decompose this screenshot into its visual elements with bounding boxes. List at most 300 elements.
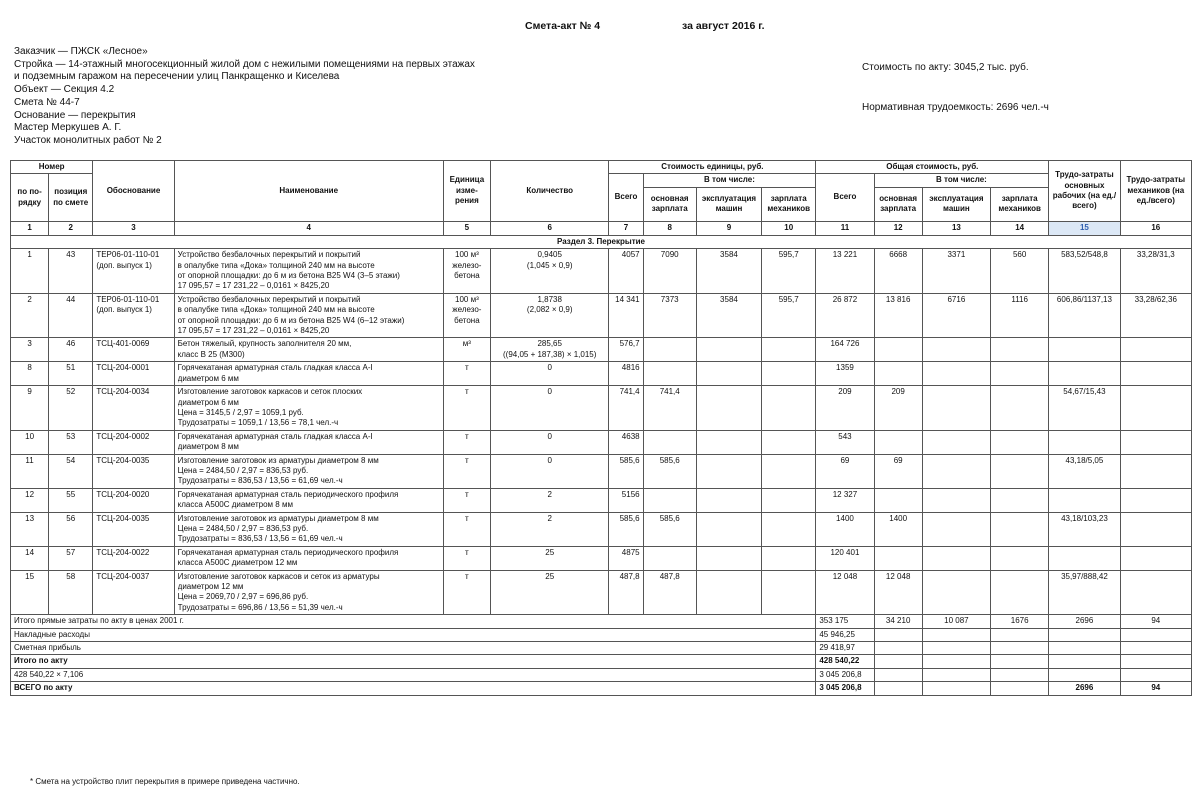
row-value-c8: 585,6 [643,454,696,488]
row-quantity [490,249,608,294]
row-value-c10 [762,546,816,570]
row-name [174,546,443,570]
col-header-total-salary: основная зарплата [874,187,922,221]
row-quantity [490,454,608,488]
row-value-c16 [1120,454,1191,488]
row-name-line: класса А500С диаметром 12 мм [177,558,298,568]
master-line: Мастер Меркушев А. Г. [14,122,122,134]
column-number: 5 [443,221,490,235]
row-value-c8: 7090 [643,249,696,294]
totals-value-c12 [874,642,922,655]
row-position: 53 [49,430,93,454]
row-basis-line: ТСЦ-204-0022 [96,547,150,557]
row-value-c9 [696,488,761,512]
row-quantity [490,338,608,362]
row-unit-line: бетона [454,315,480,325]
row-basis [93,249,174,294]
row-name-line: диаметром 6 мм [177,397,239,407]
totals-value-c14 [991,668,1049,681]
row-quantity-line: 2 [547,489,552,499]
col-header-total-mech-salary: зарплата механиков [991,187,1049,221]
row-quantity [490,570,608,615]
totals-row [11,655,1192,668]
row-quantity-line: 25 [545,547,555,557]
table-row [11,249,1192,294]
row-basis [93,546,174,570]
row-name-line: 17 095,57 = 17 231,22 – 0,0161 × 8425,20 [177,281,330,291]
column-number-row [11,221,1192,235]
row-value-c11: 12 048 [816,570,874,615]
col-header-unit-mech-salary: зарплата механиков [762,187,816,221]
totals-value-c15 [1049,628,1120,641]
row-value-c13 [922,362,990,386]
row-value-c9 [696,362,761,386]
row-basis [93,488,174,512]
column-number: 13 [922,221,990,235]
totals-value-c16: 94 [1120,615,1191,628]
row-value-c12 [874,338,922,362]
row-value-c11: 13 221 [816,249,874,294]
row-name [174,430,443,454]
row-basis-line: ТСЦ-204-0001 [96,363,150,373]
col-header-unit-including: В том числе: [643,174,816,187]
row-number: 13 [11,512,49,546]
table-row [11,293,1192,338]
row-quantity-line: 0 [547,431,552,441]
totals-value-c16 [1120,668,1191,681]
row-value-c8: 585,6 [643,512,696,546]
row-value-c15: 583,52/548,8 [1049,249,1120,294]
totals-value-c14 [991,628,1049,641]
row-quantity-line: 2 [547,513,552,523]
row-unit [443,386,490,431]
row-value-c15: 606,86/1137,13 [1049,293,1120,338]
row-unit [443,249,490,294]
row-value-c11: 1400 [816,512,874,546]
col-header-total-all: Всего [816,174,874,221]
table-row [11,362,1192,386]
column-number: 9 [696,221,761,235]
row-name-line: Цена = 2484,50 / 2,97 = 836,53 руб. [177,523,309,533]
row-basis-line: (доп. выпуск 1) [96,305,152,315]
col-header-total-cost: Общая стоимость, руб. [816,161,1049,174]
row-value-c15 [1049,338,1120,362]
row-quantity-line: 0 [547,387,552,397]
row-basis-line: ТСЦ-401-0069 [96,339,150,349]
row-name-line: Трудозатраты = 1059,1 / 13,56 = 78,1 чел.-ч [177,418,339,428]
row-value-c12: 1400 [874,512,922,546]
row-value-c7: 4875 [609,546,643,570]
row-value-c13 [922,488,990,512]
totals-label: Итого прямые затраты по акту в ценах 2001 г. [11,615,816,628]
col-header-position: позиция по смете [49,174,93,221]
row-name-line: Трудозатраты = 836,53 / 13,56 = 61,69 чел.-ч [177,534,343,544]
row-basis-line: ТСЦ-204-0020 [96,489,150,499]
row-position: 51 [49,362,93,386]
row-basis-line: ТЕР06-01-110-01 [96,250,160,260]
row-value-c7: 741,4 [609,386,643,431]
row-value-c16 [1120,512,1191,546]
table-row [11,430,1192,454]
row-position: 55 [49,488,93,512]
totals-value-c12 [874,628,922,641]
row-basis [93,570,174,615]
col-header-unit-all: Всего [609,174,643,221]
row-value-c13 [922,570,990,615]
row-value-c8 [643,338,696,362]
row-value-c7: 576,7 [609,338,643,362]
totals-row [11,615,1192,628]
row-value-c12 [874,362,922,386]
row-name [174,570,443,615]
column-number: 10 [762,221,816,235]
act-number: Смета-акт № 4 [525,20,601,32]
row-value-c12: 13 816 [874,293,922,338]
totals-value-c12: 34 210 [874,615,922,628]
row-basis-line: ТСЦ-204-0002 [96,431,150,441]
row-basis-line: ТСЦ-204-0037 [96,571,150,581]
row-value-c12 [874,546,922,570]
row-basis [93,362,174,386]
row-unit-line: железо- [452,260,482,270]
footnote: * Смета на устройство плит перекрытия в примере приведена частично. [30,777,300,786]
row-value-c14 [991,338,1049,362]
totals-value-c15: 2696 [1049,682,1120,695]
row-value-c13: 3371 [922,249,990,294]
basis-line: Основание — перекрытия [14,109,136,121]
row-unit-line: 100 м³ [455,294,479,304]
row-value-c14 [991,430,1049,454]
row-position: 52 [49,386,93,431]
row-value-c9 [696,546,761,570]
row-unit-line: железо- [452,305,482,315]
row-value-c14 [991,362,1049,386]
col-header-total-including: В том числе: [874,174,1049,187]
totals-value-c13 [922,668,990,681]
row-value-c7: 4816 [609,362,643,386]
row-value-c11: 69 [816,454,874,488]
row-position: 58 [49,570,93,615]
row-value-c10 [762,454,816,488]
row-name-line: Бетон тяжелый, крупность заполнителя 20 мм, [177,339,352,349]
totals-value-c14 [991,642,1049,655]
construction-line-1: Стройка — 14-этажный многосекционный жилой дом с нежилыми помещениями на первых этажах [14,58,475,70]
table-row [11,570,1192,615]
row-name-line: Изготовление заготовок каркасов и сеток из арматуры [177,571,380,581]
labor-summary: Нормативная трудоемкость: 2696 чел.-ч [862,102,1049,113]
row-quantity [490,362,608,386]
row-unit-line: бетона [454,271,480,281]
row-value-c10 [762,338,816,362]
row-value-c14 [991,570,1049,615]
row-name-line: 17 095,57 = 17 231,22 – 0,0161 × 8425,20 [177,326,330,336]
col-header-order: по по-рядку [11,174,49,221]
row-value-c10: 595,7 [762,249,816,294]
row-value-c10 [762,570,816,615]
row-value-c16 [1120,386,1191,431]
totals-label: Сметная прибыль [11,642,816,655]
estimate-table [10,160,1192,696]
totals-row [11,628,1192,641]
row-basis [93,386,174,431]
totals-value-c11: 29 418,97 [816,642,874,655]
row-unit-line: т [465,571,469,581]
row-quantity [490,546,608,570]
totals-value-c16 [1120,628,1191,641]
table-row [11,546,1192,570]
totals-value-c13 [922,628,990,641]
row-value-c9: 3584 [696,293,761,338]
row-name-line: Цена = 2069,70 / 2,97 = 696,86 руб. [177,592,309,602]
row-value-c14 [991,454,1049,488]
totals-value-c15 [1049,668,1120,681]
row-name-line: от опорной площадки: до 6 м из бетона B25 W4 (6–12 этажи) [177,315,405,325]
section-title: Раздел 3. Перекрытие [11,235,1192,248]
row-number: 9 [11,386,49,431]
totals-value-c12 [874,668,922,681]
row-value-c13 [922,546,990,570]
row-value-c7: 4057 [609,249,643,294]
row-value-c12 [874,488,922,512]
row-name-line: Трудозатраты = 836,53 / 13,56 = 61,69 чел.-ч [177,476,343,486]
totals-value-c11: 353 175 [816,615,874,628]
col-header-unit-cost: Стоимость единицы, руб. [609,161,816,174]
row-unit [443,362,490,386]
row-name [174,362,443,386]
row-name-line: класс В 25 (М300) [177,349,245,359]
row-name-line: Горячекатаная арматурная сталь периодического профиля [177,547,399,557]
row-value-c16 [1120,546,1191,570]
col-header-unit-machines: эксплуатация машин [696,187,761,221]
row-value-c12 [874,430,922,454]
row-value-c8 [643,430,696,454]
row-value-c9: 3584 [696,249,761,294]
row-name-line: Изготовление заготовок каркасов и сеток плоских [177,387,363,397]
row-basis [93,338,174,362]
row-basis-line: ТСЦ-204-0035 [96,513,150,523]
row-basis-line: ТСЦ-204-0035 [96,455,150,465]
section-line: Участок монолитных работ № 2 [14,134,162,146]
row-value-c16 [1120,570,1191,615]
row-value-c8 [643,488,696,512]
row-value-c15: 54,67/15,43 [1049,386,1120,431]
row-value-c15: 43,18/103,23 [1049,512,1120,546]
row-name-line: Изготовление заготовок из арматуры диаметром 8 мм [177,455,379,465]
row-value-c9 [696,386,761,431]
row-value-c9 [696,512,761,546]
row-value-c15 [1049,546,1120,570]
totals-row [11,668,1192,681]
column-number: 11 [816,221,874,235]
row-unit-line: м³ [462,339,471,349]
row-value-c12: 69 [874,454,922,488]
row-value-c10 [762,386,816,431]
row-name [174,293,443,338]
row-quantity [490,430,608,454]
estimate-line: Смета № 44-7 [14,96,80,108]
row-number: 10 [11,430,49,454]
totals-label: ВСЕГО по акту [11,682,816,695]
totals-value-c16: 94 [1120,682,1191,695]
table-row [11,512,1192,546]
totals-value-c11: 428 540,22 [816,655,874,668]
totals-label: Накладные расходы [11,628,816,641]
row-name-line: Цена = 3145,5 / 2,97 = 1059,1 руб. [177,407,304,417]
row-quantity-line: 285,65 [537,339,562,349]
row-basis [93,293,174,338]
row-quantity-line: ((94,05 + 187,38) × 1,015) [503,349,597,359]
row-name [174,338,443,362]
row-unit [443,570,490,615]
column-number: 12 [874,221,922,235]
row-value-c11: 209 [816,386,874,431]
row-value-c11: 12 327 [816,488,874,512]
row-unit [443,454,490,488]
column-number: 1 [11,221,49,235]
totals-value-c12 [874,655,922,668]
row-value-c15: 35,97/888,42 [1049,570,1120,615]
col-header-unit-salary: основная зарплата [643,187,696,221]
row-number: 8 [11,362,49,386]
row-name-line: диаметром 12 мм [177,582,244,591]
row-basis [93,430,174,454]
row-value-c7: 487,8 [609,570,643,615]
row-value-c11: 543 [816,430,874,454]
totals-value-c15 [1049,655,1120,668]
totals-value-c14 [991,655,1049,668]
row-value-c16 [1120,362,1191,386]
row-basis-line: ТЕР06-01-110-01 [96,294,160,304]
totals-value-c13: 10 087 [922,615,990,628]
table-row [11,488,1192,512]
row-value-c10 [762,430,816,454]
section-row [11,235,1192,248]
row-name-line: Горячекатаная арматурная сталь периодического профиля [177,489,399,499]
row-basis-line: ТСЦ-204-0034 [96,387,150,397]
col-header-qty: Количество [490,161,608,222]
row-quantity [490,386,608,431]
row-value-c7: 585,6 [609,512,643,546]
row-quantity-line: (2,082 × 0,9) [526,305,573,315]
row-name-line: Изготовление заготовок из арматуры диаметром 8 мм [177,513,379,523]
row-name-line: диаметром 8 мм [177,442,239,452]
row-unit [443,488,490,512]
row-basis-line: (доп. выпуск 1) [96,260,152,270]
row-unit-line: т [465,455,469,465]
row-quantity-line: 1,8738 [537,294,562,304]
row-value-c13 [922,386,990,431]
row-value-c12: 6668 [874,249,922,294]
row-unit-line: т [465,513,469,523]
row-quantity [490,293,608,338]
row-value-c9 [696,430,761,454]
row-value-c11: 120 401 [816,546,874,570]
row-value-c14 [991,488,1049,512]
row-quantity [490,512,608,546]
row-name [174,454,443,488]
column-number: 3 [93,221,174,235]
row-name [174,386,443,431]
row-unit [443,338,490,362]
row-unit-line: т [465,489,469,499]
row-value-c13: 6716 [922,293,990,338]
totals-value-c11: 45 946,25 [816,628,874,641]
row-value-c16: 33,28/62,36 [1120,293,1191,338]
totals-value-c16 [1120,642,1191,655]
construction-line-2: и подземным гаражом на пересечении улиц Панкращенко и Киселева [14,71,340,83]
row-value-c8 [643,546,696,570]
row-unit-line: т [465,363,469,373]
row-value-c10 [762,488,816,512]
row-unit-line: т [465,387,469,397]
row-value-c7: 4638 [609,430,643,454]
row-value-c13 [922,512,990,546]
document-title [0,20,1200,34]
row-number: 1 [11,249,49,294]
row-value-c9 [696,454,761,488]
table-row [11,386,1192,431]
row-value-c10 [762,512,816,546]
row-value-c9 [696,338,761,362]
col-header-basis: Обоснование [93,161,174,222]
row-value-c14 [991,386,1049,431]
row-name-line: класса А500С диаметром 8 мм [177,500,293,510]
totals-value-c13 [922,642,990,655]
column-number: 2 [49,221,93,235]
row-number: 14 [11,546,49,570]
col-header-name: Наименование [174,161,443,222]
row-value-c16 [1120,430,1191,454]
row-value-c16 [1120,338,1191,362]
customer-line: Заказчик — ПЖСК «Лесное» [14,46,148,57]
row-unit-line: т [465,547,469,557]
row-position: 56 [49,512,93,546]
row-unit [443,546,490,570]
row-value-c14 [991,512,1049,546]
object-line: Объект — Секция 4.2 [14,84,115,96]
totals-value-c16 [1120,655,1191,668]
column-number-highlighted: 15 [1049,221,1120,235]
column-number: 7 [609,221,643,235]
row-value-c7: 585,6 [609,454,643,488]
row-value-c7: 14 341 [609,293,643,338]
row-name [174,488,443,512]
totals-value-c13 [922,682,990,695]
column-number: 4 [174,221,443,235]
row-number: 11 [11,454,49,488]
row-name-line: Горячекатаная арматурная сталь гладкая класса А-I [177,363,373,373]
totals-value-c13 [922,655,990,668]
row-position: 57 [49,546,93,570]
row-value-c15 [1049,488,1120,512]
row-value-c15 [1049,362,1120,386]
row-name-line: Устройство безбалочных перекрытий и покрытий [177,294,361,304]
row-value-c12: 12 048 [874,570,922,615]
col-header-labor-mech: Трудо-затраты механиков (на ед./всего) [1120,161,1191,222]
column-number: 8 [643,221,696,235]
row-unit-line: т [465,431,469,441]
table-row [11,454,1192,488]
column-number: 14 [991,221,1049,235]
row-unit [443,293,490,338]
row-value-c13 [922,338,990,362]
row-value-c13 [922,454,990,488]
row-value-c8: 487,8 [643,570,696,615]
row-quantity-line: (1,045 × 0,9) [526,260,573,270]
row-value-c11: 164 726 [816,338,874,362]
row-value-c11: 1359 [816,362,874,386]
row-name [174,512,443,546]
